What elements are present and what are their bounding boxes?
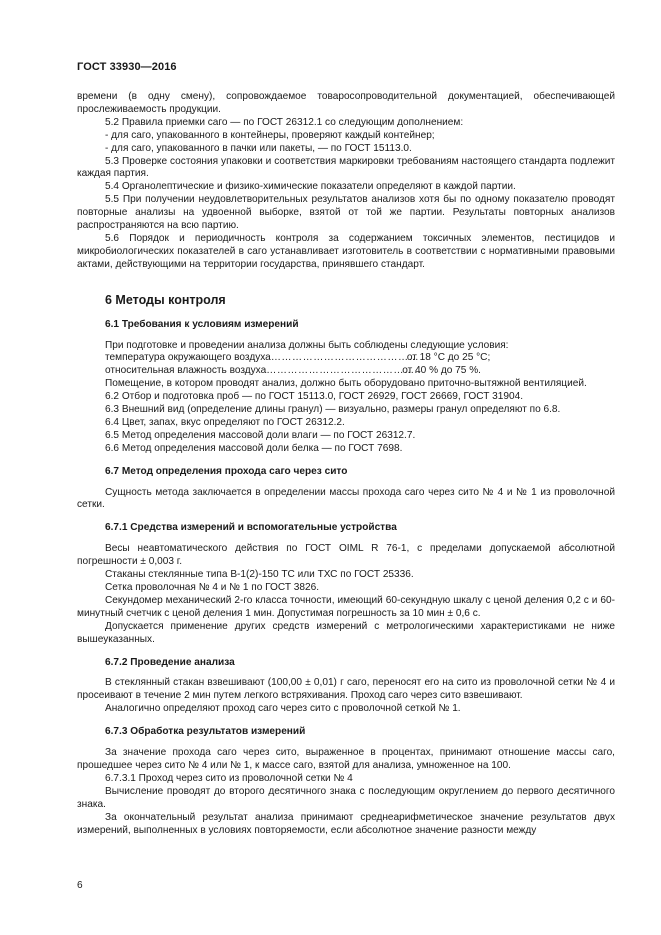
section-heading: 6 Методы контроля [105,292,226,307]
paragraph: времени (в одну смену), сопровождаемое товаросопроводительной документацией, обеспечивающей прослеживаемость продукции. [77,91,615,115]
subsection-heading: 6.7.2 Проведение анализа [105,656,235,668]
paragraph: 6.7.3.1 Проход через сито из проволочной сетки № 4 [105,772,353,784]
condition-humidity [77,365,615,378]
list-item: - для саго, упакованного в пачки или пакеты, — по ГОСТ 15113.0. [105,142,412,154]
subsection-heading: 6.7 Метод определения прохода саго через сито [105,465,348,477]
paragraph: 6.5 Метод определения массовой доли влаги — по ГОСТ 26312.7. [105,429,416,441]
paragraph: В стеклянный стакан взвешивают (100,00 ± 0,01) г саго, переносят его на сито из проволочной сетки № 4 и просеивают в течение 2 мин путем легкого встряхивания. Проход саго через сито взвешивают. [77,677,615,702]
paragraph: Сущность метода заключается в определении массы прохода саго через сито № 4 и № 1 из проволочной сетки. [77,486,615,511]
paragraph: Допускается применение других средств измерений с метрологическими характеристиками не ниже вышеуказанных. [77,620,615,645]
paragraph: 5.5 При получении неудовлетворительных результатов анализов хотя бы по одному показателю проводят повторные анализы на удвоенной выборке, взятой от той же партии. Результаты повторных анализов распространяются на всю партию. [77,194,615,232]
paragraph: Аналогично определяют проход саго через сито с проволочной сеткой № 1. [105,703,461,715]
paragraph: Секундомер механический 2-го класса точности, имеющий 60-секундную шкалу с ценой деления 0,2 с и 60-минутный счетчик с ценой деления 1 мин. Допустимая погрешность за 10 мин ± 0,6 с. [77,594,615,619]
paragraph: За значение прохода саго через сито, выраженное в процентах, принимают отношение массы саго, прошедшее через сито № 4 или № 1, к массе саго, взятой для анализа, умноженное на 100. [77,747,615,771]
paragraph: Сетка проволочная № 4 и № 1 по ГОСТ 3826. [105,582,320,593]
paragraph: 5.2 Правила приемки саго — по ГОСТ 26312.1 со следующим дополнением: [105,116,464,128]
paragraph: Вычисление проводят до второго десятичного знака с последующим округлением до первого десятичного знака. [77,785,615,810]
page-number: 6 [77,880,83,891]
paragraph: 6.3 Внешний вид (определение длины гранул) — визуально, размеры гранул определяют по 6.8. [105,404,561,416]
paragraph: Весы неавтоматического действия по ГОСТ OIML R 76-1, с пределами допускаемой абсолютной погрешности ± 0,003 г. [77,543,615,568]
leader-dots: …………………………………… [270,352,420,364]
condition-label: температура окружающего воздуха [105,352,271,364]
leader-dots: …………………………………….. [266,365,422,377]
paragraph: 5.6 Порядок и периодичность контроля за содержанием токсичных элементов, пестицидов и микробиологических показателей в саго устанавливает изготовитель в соответствии с нормативными правовыми актами, действующими на территории государства, принявшего стандарт. [77,232,615,270]
paragraph: 5.3 Проверке состояния упаковки и соответствия маркировки требованиям настоящего стандарта подлежит каждая партия. [77,155,615,180]
subsection-heading: 6.1 Требования к условиям измерений [105,318,299,330]
subsection-heading: 6.7.1 Средства измерений и вспомогательные устройства [105,522,397,534]
condition-value: от 18 °С до 25 °С; [406,352,491,364]
paragraph: 6.2 Отбор и подготовка проб — по ГОСТ 15113.0, ГОСТ 26929, ГОСТ 26669, ГОСТ 31904. [105,391,524,403]
condition-value: от 40 % до 75 %. [402,365,481,377]
subsection-heading: 6.7.3 Обработка результатов измерений [105,726,306,738]
paragraph: 6.6 Метод определения массовой доли белка — по ГОСТ 7698. [105,442,403,454]
condition-temperature [77,352,615,365]
paragraph: 6.4 Цвет, запах, вкус определяют по ГОСТ 26312.2. [105,416,345,428]
paragraph: Помещение, в котором проводят анализ, должно быть оборудовано приточно-вытяжной вентиляцией. [105,378,587,390]
condition-label: относительная влажность воздуха [105,365,267,377]
document-body [77,91,615,837]
paragraph: Стаканы стеклянные типа В-1(2)-150 ТС или ТХС по ГОСТ 25336. [105,569,414,581]
document-header-title: ГОСТ 33930—2016 [77,61,177,73]
paragraph: 5.4 Органолептические и физико-химические показатели определяют в каждой партии. [105,181,516,193]
paragraph: При подготовке и проведении анализа должны быть соблюдены следующие условия: [105,339,509,351]
paragraph: За окончательный результат анализа принимают среднеарифметическое значение результатов двух измерений, выполненных в условиях повторяемости, если абсолютное значение разности между [77,811,615,836]
list-item: - для саго, упакованного в контейнеры, проверяют каждый контейнер; [105,129,435,141]
